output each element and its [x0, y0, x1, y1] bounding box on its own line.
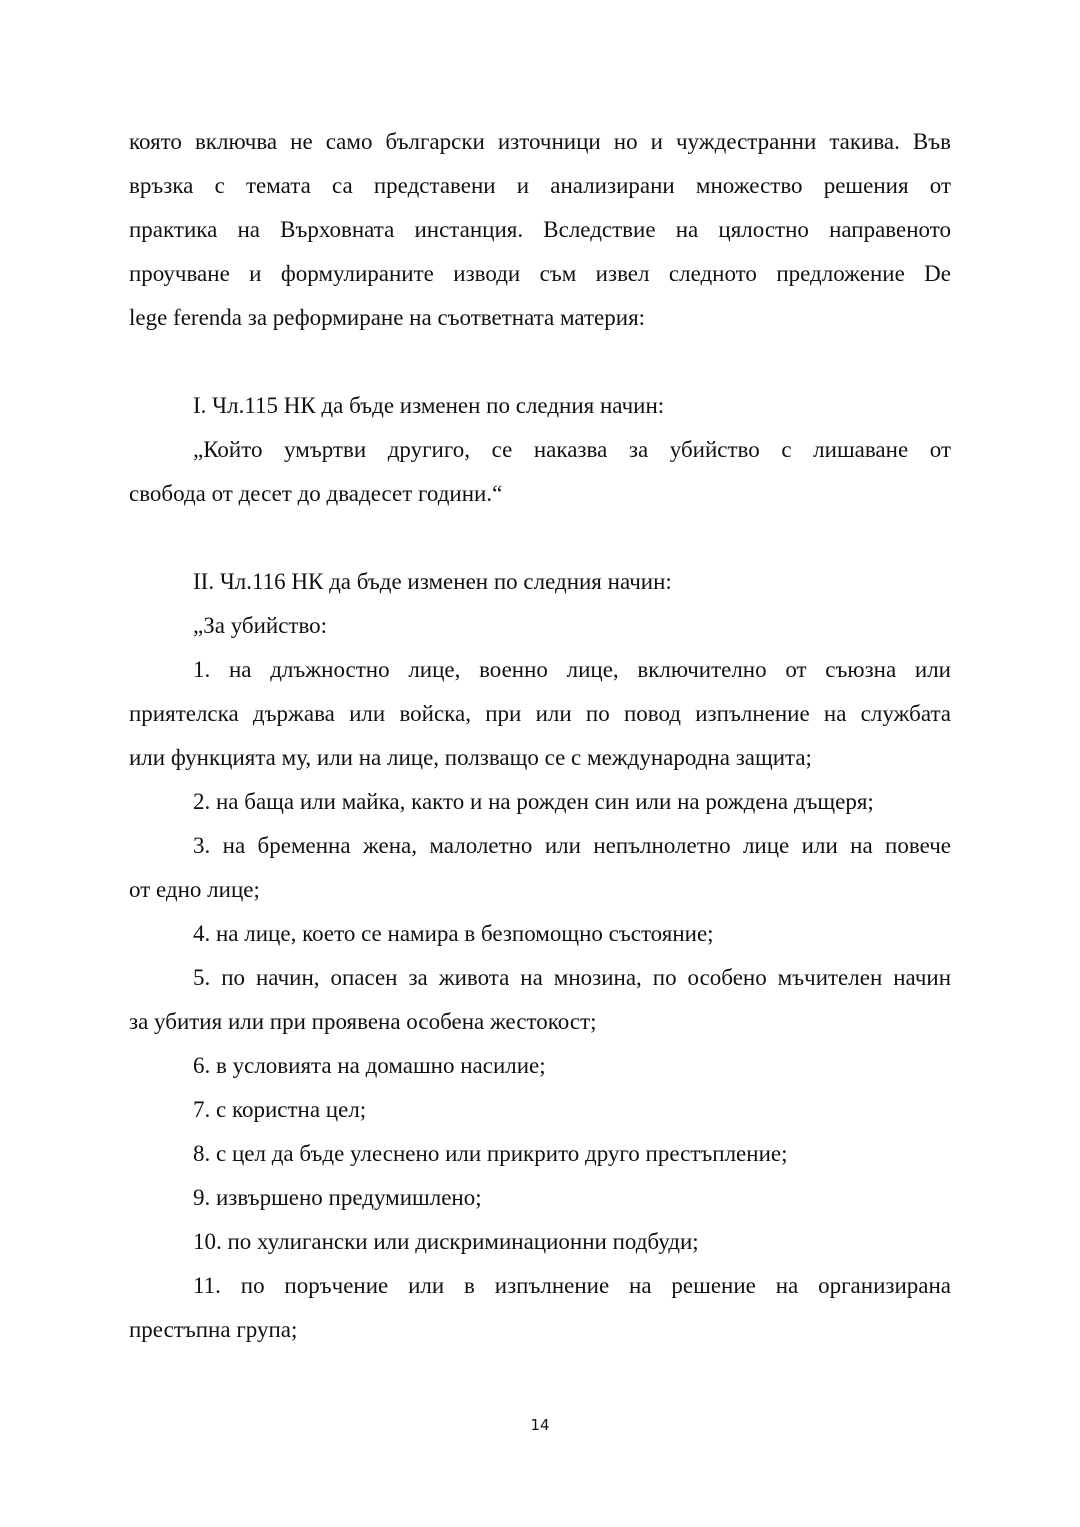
intro-paragraph: [129, 120, 951, 340]
section-one-heading: I. Чл.115 НК да бъде изменен по следния начин:: [193, 393, 665, 418]
list-item-7: 7. с користна цел;: [193, 1097, 367, 1122]
section-one-quote-line: свобода от десет до двадесет години.“: [129, 481, 503, 506]
section-two-heading: II. Чл.116 НК да бъде изменен по следния начин:: [193, 569, 672, 594]
intro-line: практика на Върховната инстанция. Вследствие на цялостно направеното: [129, 217, 951, 242]
list-item-5-continuation: за убития или при проявена особена жестокост;: [129, 1009, 597, 1034]
list-item-1-continuation: или функцията му, или на лице, ползващо се с международна защита;: [129, 745, 812, 770]
intro-line: връзка с темата са представени и анализирани множество решения от: [129, 173, 951, 198]
list-item-5: 5. по начин, опасен за живота на мнозина, по особено мъчителен начин: [193, 965, 951, 990]
list-item-8: 8. с цел да бъде улеснено или прикрито друго престъпление;: [193, 1141, 788, 1166]
list-item-3-continuation: от едно лице;: [129, 877, 260, 902]
list-item-1: 1. на длъжностно лице, военно лице, включително от съюзна или: [193, 657, 951, 682]
list-item-6: 6. в условията на домашно насилие;: [193, 1053, 546, 1078]
section-one: [129, 384, 951, 516]
section-two: [129, 560, 951, 1352]
intro-line: която включва не само български източници но и чуждестранни такива. Във: [129, 129, 951, 154]
section-one-quote-line: „Който умъртви другиго, се наказва за убийство с лишаване от: [193, 437, 951, 462]
page-number: 14: [530, 1416, 550, 1434]
list-item-11: 11. по поръчение или в изпълнение на решение на организирана: [193, 1273, 951, 1298]
section-two-intro: „За убийство:: [193, 613, 328, 638]
intro-line: проучване и формулираните изводи съм извел следното предложение De: [129, 261, 951, 286]
list-item-9: 9. извършено предумишлено;: [193, 1185, 482, 1210]
intro-line: lege ferenda за реформиране на съответната материя:: [129, 305, 646, 330]
list-item-4: 4. на лице, което се намира в безпомощно състояние;: [193, 921, 714, 946]
list-item-11-continuation: престъпна група;: [129, 1317, 298, 1342]
list-item-2: 2. на баща или майка, както и на рожден син или на рождена дъщеря;: [193, 789, 874, 814]
list-item-3: 3. на бременна жена, малолетно или непълнолетно лице или на повече: [193, 833, 951, 858]
list-item-1-continuation: приятелска държава или войска, при или по повод изпълнение на службата: [129, 701, 951, 726]
list-item-10: 10. по хулигански или дискриминационни подбуди;: [193, 1229, 699, 1254]
